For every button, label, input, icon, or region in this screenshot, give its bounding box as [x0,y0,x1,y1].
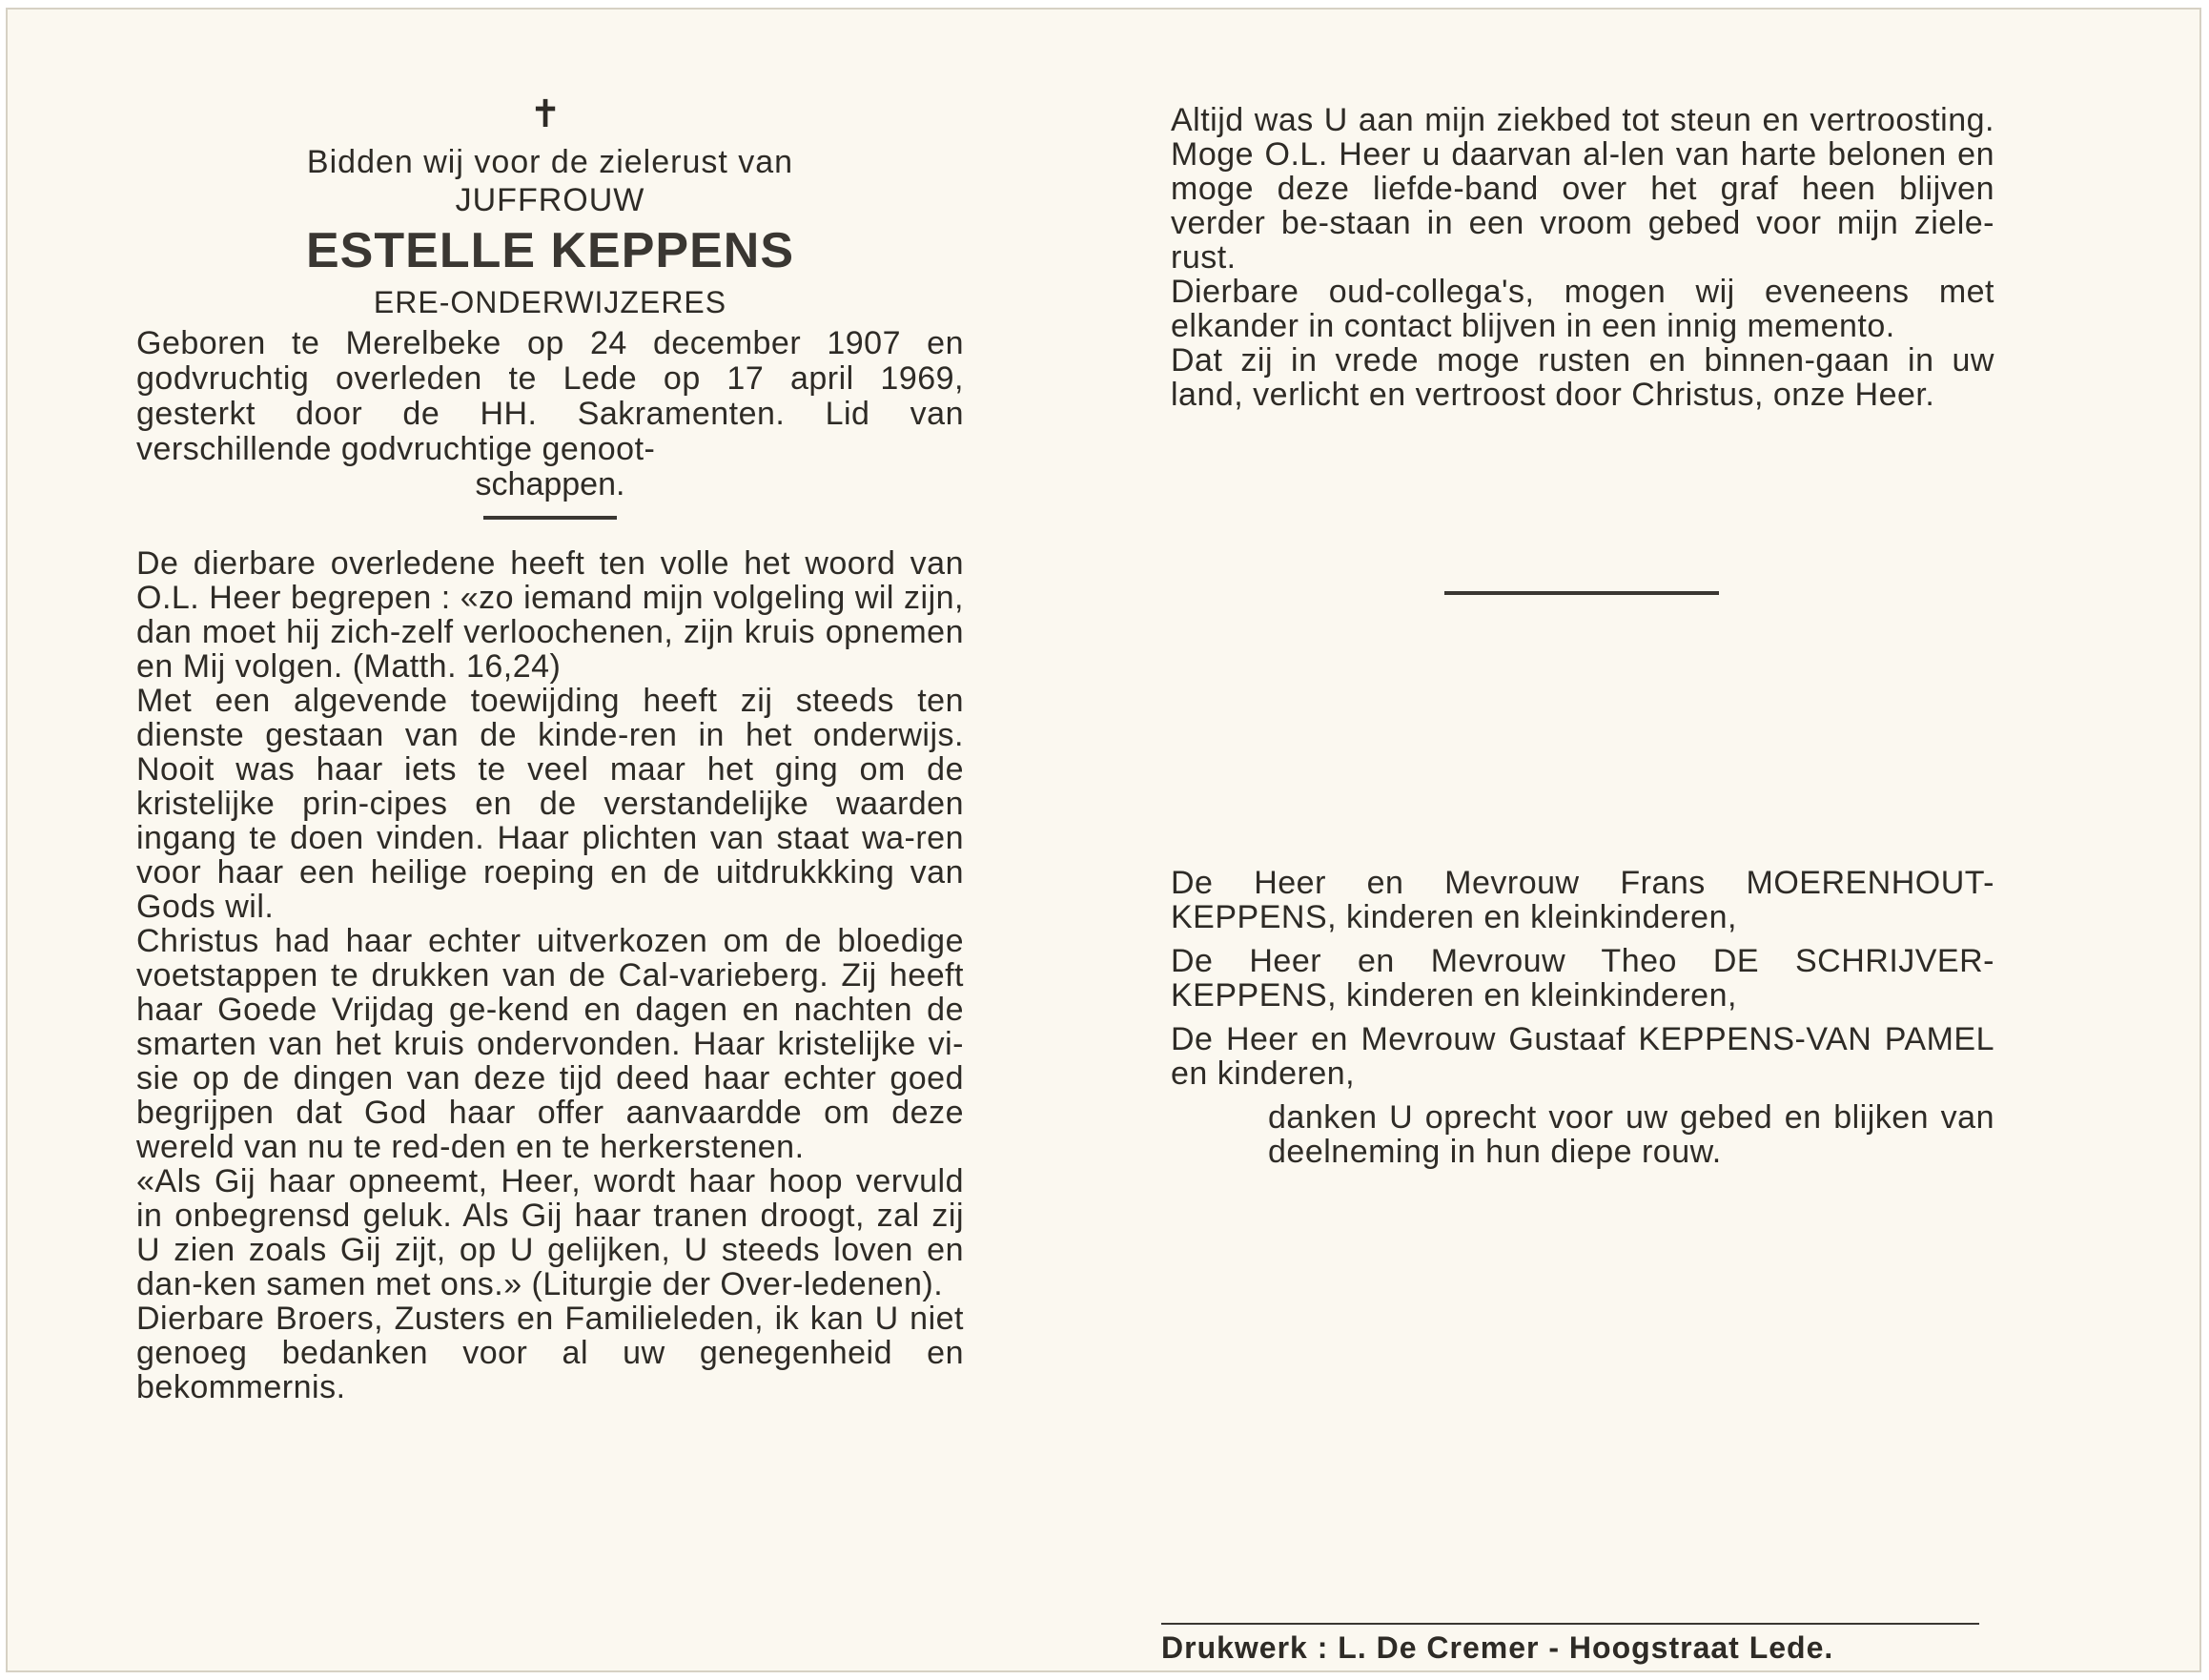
left-text [136,546,964,1404]
thanks-text: danken U oprecht voor uw gebed en blijken van deelneming in hun diepe rouw. [1268,1099,1994,1170]
paragraph: Dierbare oud-collega's, mogen wij eveneens met elkander in contact blijven in een innig memento. [1171,274,1994,344]
paragraph: De dierbare overledene heeft ten volle het woord van O.L. Heer begrepen : «zo iemand mijn volgeling wil zijn, dan moet hij zich-zelf verloochenen, zijn kruis opnemen en Mij volgen. (Matth. 16,24) [136,545,964,685]
paragraph: Christus had haar echter uitverkozen om de bloedige voetstappen te drukken van de Cal-varieberg. Zij heeft haar Goede Vrijdag ge-kend en dagen en nachten de smarten van het kruis ondervonden. Haar kristelijke vi-sie op de dingen van deze tijd deed haar echter goed begrijpen dat God haar offer aanvaardde om deze wereld van nu te red-den en te herkerstenen. [136,923,964,1165]
family-entry: De Heer en Mevrouw Theo DE SCHRIJVER-KEPPENS, kinderen en kleinkinderen, [1171,943,1994,1014]
printer-credit: Drukwerk : L. De Cremer - Hoogstraat Lede. [1161,1630,1834,1665]
divider [1161,1623,1979,1625]
memorial-card [6,8,2201,1672]
family-entry: De Heer en Mevrouw Gustaaf KEPPENS-VAN PAMEL en kinderen, [1171,1021,1994,1092]
family-list [1171,866,1994,1178]
divider [483,516,617,520]
birth-death-details [136,326,964,502]
right-panel [1171,103,1994,412]
occupation: ERE-ONDERWIJZERES [373,285,727,319]
divider [1444,591,1719,595]
birth-text-end: schappen. [475,466,625,502]
paragraph: «Als Gij haar opneemt, Heer, wordt haar hoop vervuld in onbegrensd geluk. Als Gij haar tranen droogt, zal zij U zien zoals Gij zijt, op U gelijken, U steeds loven en dan-ken samen met ons.» (Liturgie der Over-ledenen). [136,1163,964,1302]
intro-line: Bidden wij voor de zielerust van [306,144,794,180]
cross-icon: ✝ [529,93,562,135]
paragraph: Dat zij in vrede moge rusten en binnen-gaan in uw land, verlicht en vertroost door Christus, onze Heer. [1171,342,1994,413]
left-panel [136,95,964,1404]
deceased-name: ESTELLE KEPPENS [306,223,794,278]
honorific: JUFFROUW [455,182,645,218]
paragraph: Altijd was U aan mijn ziekbed tot steun en vertroosting. Moge O.L. Heer u daarvan al-len van harte belonen en moge deze liefde-band over het graf heen blijven verder be-staan in een vroom gebed voor mijn ziele-rust. [1171,102,1994,276]
birth-text: Geboren te Merelbeke op 24 december 1907 en godvruchtig overleden te Lede op 17 april 1969, gesterkt door de HH. Sakramenten. Lid van verschillende godvruchtige genoot- [136,325,964,467]
paragraph: Met een algevende toewijding heeft zij steeds ten dienste gestaan van de kinde-ren in het onderwijs. Nooit was haar iets te veel maar het ging om de kristelijke prin-cipes en de verstandelijke waarden ingang te doen vinden. Haar plichten van staat wa-ren voor haar een heilige roeping en de uitdrukkking van Gods wil. [136,683,964,925]
family-entry: De Heer en Mevrouw Frans MOERENHOUT-KEPPENS, kinderen en kleinkinderen, [1171,865,1994,935]
paragraph: Dierbare Broers, Zusters en Familieleden, ik kan U niet genoeg bedanken voor al uw genegenheid en bekommernis. [136,1301,964,1405]
